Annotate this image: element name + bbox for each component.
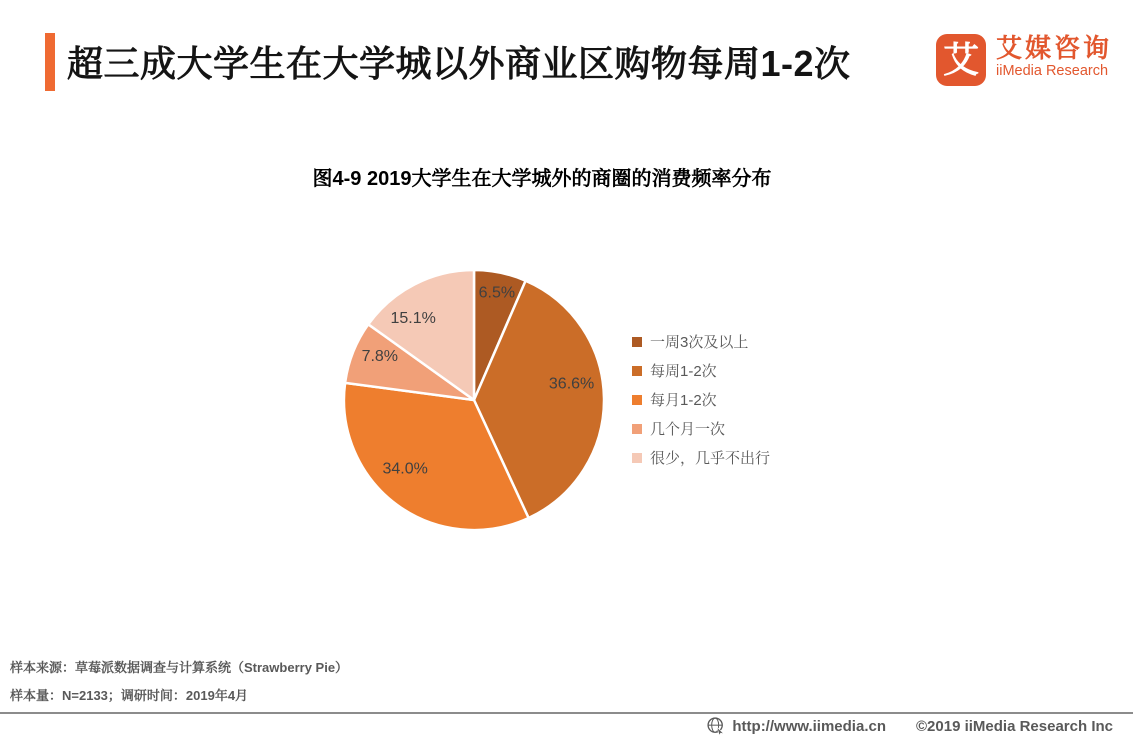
legend-label: 很少，几乎不出行 <box>650 450 771 467</box>
legend-item <box>632 414 770 443</box>
legend-swatch <box>632 424 642 434</box>
page-title: 超三成大学生在大学城以外商业区购物每周1-2次 <box>67 43 851 84</box>
footer-sample-line: 样本量：N=2133；调研时间：2019年4月 <box>10 688 249 703</box>
legend <box>632 327 770 472</box>
logo-icon: 艾 <box>936 34 986 86</box>
pie-slice-label: 15.1% <box>390 310 436 328</box>
logo-text <box>996 34 1112 80</box>
pie-chart <box>334 260 614 540</box>
footer-source-line: 样本来源：草莓派数据调查与计算系统（Strawberry Pie） <box>10 660 349 675</box>
legend-item <box>632 443 770 472</box>
legend-label: 每月1-2次 <box>650 392 717 409</box>
pie-slice-label: 36.6% <box>548 375 595 393</box>
legend-swatch <box>632 453 642 463</box>
legend-item <box>632 385 770 414</box>
legend-swatch <box>632 337 642 347</box>
legend-swatch <box>632 366 642 376</box>
logo-name-en: iiMedia Research <box>996 62 1109 79</box>
legend-label: 每周1-2次 <box>650 363 717 380</box>
legend-label: 一周3次及以上 <box>650 334 749 351</box>
pie-slice-label: 34.0% <box>382 460 428 478</box>
globe-icon <box>706 716 726 736</box>
legend-item <box>632 356 770 385</box>
legend-item <box>632 327 770 356</box>
bottom-bar <box>706 716 1113 736</box>
legend-label: 几个月一次 <box>650 421 726 438</box>
legend-swatch <box>632 395 642 405</box>
logo-name-cn: 艾媒咨询 <box>996 33 1113 63</box>
pie-slice-label: 7.8% <box>361 347 399 365</box>
header-accent-bar <box>45 33 55 91</box>
pie-slice-label: 6.5% <box>478 284 516 302</box>
logo <box>936 34 1112 86</box>
chart-title: 图4-9 2019大学生在大学城外的商圈的消费频率分布 <box>312 168 772 190</box>
bottom-url: http://www.iimedia.cn <box>732 717 886 735</box>
bottom-copyright: ©2019 iiMedia Research Inc <box>916 717 1113 735</box>
bottom-divider <box>0 712 1133 714</box>
url-wrap <box>706 716 886 736</box>
